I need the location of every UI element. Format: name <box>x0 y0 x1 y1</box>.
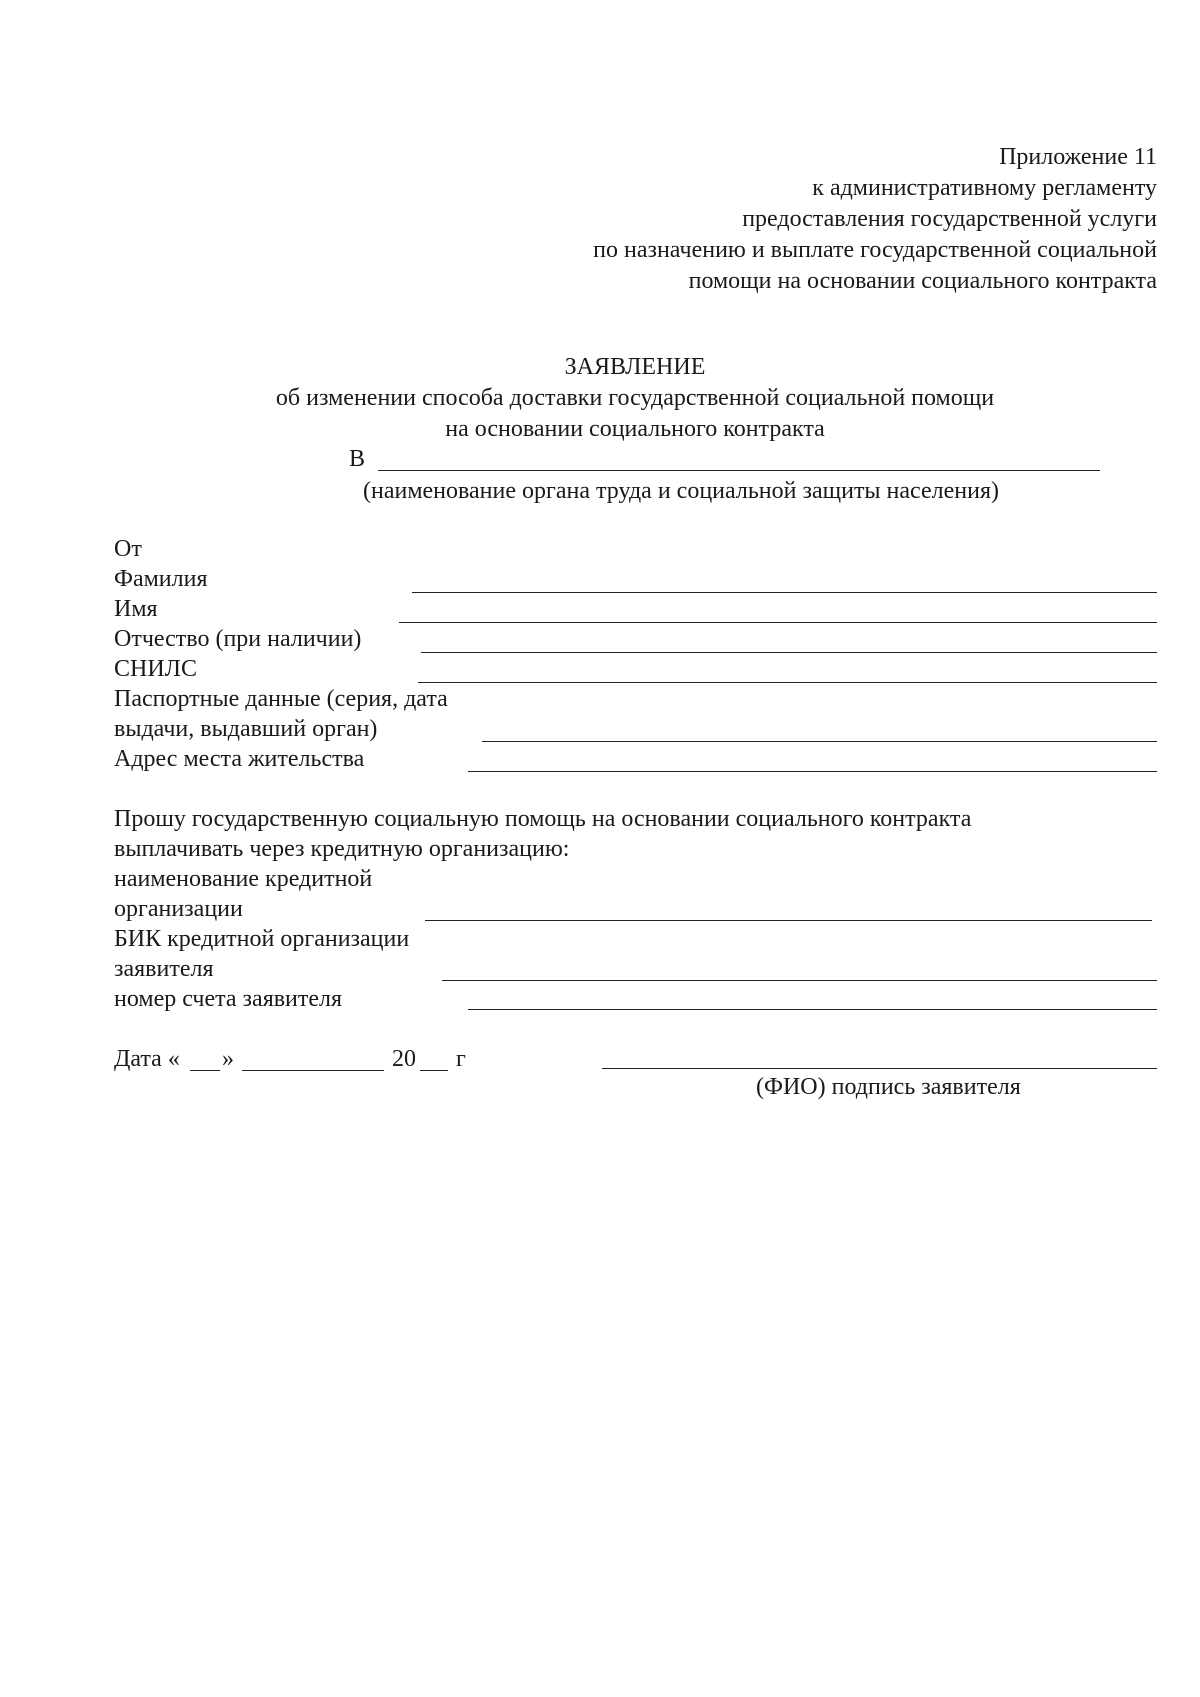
snils-label: СНИЛС <box>114 656 197 682</box>
appendix-line-5: помощи на основании социального контракта <box>688 268 1157 294</box>
passport-label-2: выдачи, выдавший орган) <box>114 716 378 742</box>
appendix-line-4: по назначению и выплате государственной социальной <box>593 237 1157 263</box>
request-text-2: выплачивать через кредитную организацию: <box>114 836 570 862</box>
year-prefix: 20 <box>392 1046 416 1072</box>
appendix-line-3: предоставления государственной услуги <box>742 206 1157 232</box>
passport-label-1: Паспортные данные (серия, дата <box>114 686 448 712</box>
recipient-field[interactable] <box>378 470 1100 471</box>
patronymic-label: Отчество (при наличии) <box>114 626 362 652</box>
appendix-line-1: Приложение 11 <box>999 144 1157 170</box>
bik-label-1: БИК кредитной организации <box>114 926 410 952</box>
account-field[interactable] <box>468 1009 1157 1010</box>
patronymic-field[interactable] <box>421 652 1157 653</box>
address-field[interactable] <box>468 771 1157 772</box>
date-year-field[interactable] <box>420 1070 448 1071</box>
from-label: От <box>114 536 142 562</box>
surname-field[interactable] <box>412 592 1157 593</box>
bik-label-2: заявителя <box>114 956 214 982</box>
date-close-quote: » <box>222 1046 234 1072</box>
name-field[interactable] <box>399 622 1157 623</box>
date-label: Дата « <box>114 1046 180 1072</box>
bank-name-label-2: организации <box>114 896 243 922</box>
passport-field[interactable] <box>482 741 1157 742</box>
year-suffix: г <box>456 1046 466 1072</box>
address-label: Адрес места жительства <box>114 746 365 772</box>
surname-label: Фамилия <box>114 566 208 592</box>
snils-field[interactable] <box>418 682 1157 683</box>
name-label: Имя <box>114 596 158 622</box>
appendix-line-2: к административному регламенту <box>812 175 1157 201</box>
account-label: номер счета заявителя <box>114 986 343 1012</box>
signature-caption: (ФИО) подпись заявителя <box>756 1074 1021 1100</box>
date-day-field[interactable] <box>190 1070 220 1071</box>
signature-field[interactable] <box>602 1068 1157 1069</box>
date-month-field[interactable] <box>242 1070 384 1071</box>
bank-name-label-1: наименование кредитной <box>114 866 373 892</box>
bik-field[interactable] <box>442 980 1157 981</box>
recipient-prefix: В <box>349 446 366 472</box>
document-title: ЗАЯВЛЕНИЕ <box>564 354 706 380</box>
bank-name-field[interactable] <box>425 920 1152 921</box>
request-text-1: Прошу государственную социальную помощь на основании социального контракта <box>114 806 972 832</box>
document-subtitle-2: на основании социального контракта <box>445 416 825 442</box>
document-subtitle-1: об изменении способа доставки государственной социальной помощи <box>275 385 995 411</box>
recipient-caption: (наименование органа труда и социальной защиты населения) <box>363 478 999 504</box>
